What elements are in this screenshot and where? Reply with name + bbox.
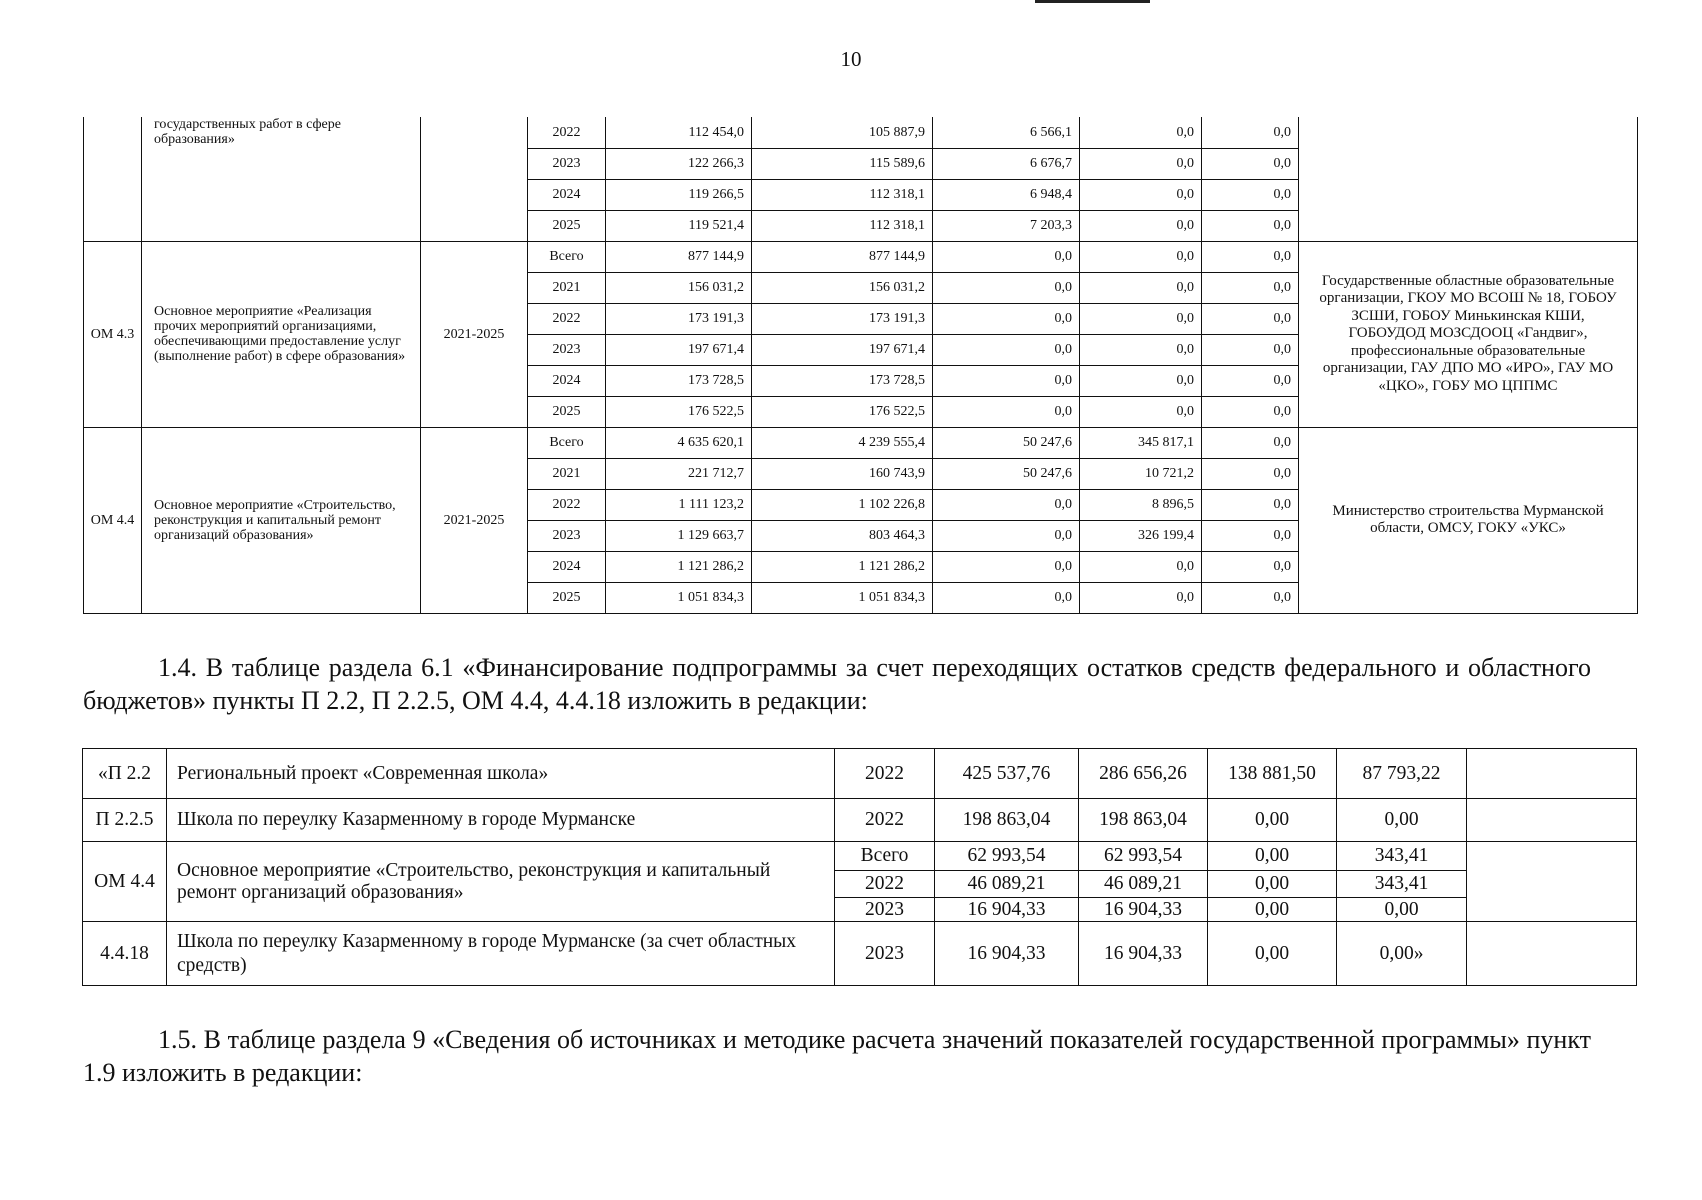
name-cell: Основное мероприятие «Строительство, реконструкция и капитальный ремонт организаций образования» (167, 842, 835, 922)
value-cell: 0,0 (1080, 396, 1202, 427)
total-cell: 156 031,2 (606, 272, 752, 303)
empty-cell (1467, 842, 1637, 922)
value-cell: 138 881,50 (1208, 749, 1337, 799)
value-cell: 16 904,33 (935, 898, 1079, 922)
empty-cell (1467, 799, 1637, 842)
om43-name-cell: Основное мероприятие «Реализация прочих мероприятий организациями, обеспечивающими предоставление услуг (выполнение работ) в сфере образования» (142, 241, 421, 427)
value-cell: 326 199,4 (1080, 520, 1202, 551)
value-cell: 0,0 (1202, 427, 1299, 458)
value-cell: 0,0 (933, 396, 1080, 427)
value-cell: 1 102 226,8 (752, 489, 933, 520)
table-row (84, 427, 1638, 458)
year-cell: 2024 (528, 179, 606, 210)
empty-cell (1467, 749, 1637, 799)
total-cell: 173 728,5 (606, 365, 752, 396)
value-cell: 0,0 (1080, 365, 1202, 396)
value-cell: 0,0 (933, 241, 1080, 272)
value-cell: 10 721,2 (1080, 458, 1202, 489)
total-cell: 877 144,9 (606, 241, 752, 272)
page-number: 10 (840, 47, 862, 71)
value-cell: 0,0 (1202, 210, 1299, 241)
value-cell: 62 993,54 (1079, 842, 1208, 871)
value-cell: 197 671,4 (752, 334, 933, 365)
name-cell: Школа по переулку Казарменному в городе Мурманске (167, 799, 835, 842)
year-cell: 2023 (528, 520, 606, 551)
value-cell: 0,00 (1337, 898, 1467, 922)
total-cell: 112 454,0 (606, 117, 752, 148)
value-cell: 0,0 (1202, 489, 1299, 520)
year-cell: 2024 (528, 551, 606, 582)
value-cell: 62 993,54 (935, 842, 1079, 871)
value-cell: 343,41 (1337, 871, 1467, 898)
transitional-balances-table (82, 748, 1637, 986)
year-cell: 2022 (835, 749, 935, 799)
value-cell: 0,0 (1080, 117, 1202, 148)
value-cell: 345 817,1 (1080, 427, 1202, 458)
value-cell: 0,0 (1202, 520, 1299, 551)
om43-code-cell: ОМ 4.3 (84, 241, 142, 427)
year-cell: Всего (528, 241, 606, 272)
value-cell: 8 896,5 (1080, 489, 1202, 520)
value-cell: 7 203,3 (933, 210, 1080, 241)
value-cell: 877 144,9 (752, 241, 933, 272)
code-cell: 4.4.18 (83, 922, 167, 986)
value-cell: 343,41 (1337, 842, 1467, 871)
year-cell: 2021 (528, 458, 606, 489)
total-cell: 1 129 663,7 (606, 520, 752, 551)
table-row (83, 922, 1637, 986)
cont-executor-cell (1299, 117, 1638, 241)
year-cell: Всего (835, 842, 935, 871)
value-cell: 0,0 (933, 489, 1080, 520)
value-cell: 0,0 (1202, 365, 1299, 396)
total-cell: 1 121 286,2 (606, 551, 752, 582)
value-cell: 0,00 (1208, 922, 1337, 986)
total-cell: 1 051 834,3 (606, 582, 752, 613)
name-cell: Региональный проект «Современная школа» (167, 749, 835, 799)
cont-code-cell (84, 117, 142, 241)
value-cell: 0,00 (1208, 871, 1337, 898)
year-cell: 2022 (835, 871, 935, 898)
total-cell: 119 266,5 (606, 179, 752, 210)
value-cell: 0,0 (1080, 334, 1202, 365)
om44-name-cell: Основное мероприятие «Строительство, реконструкция и капитальный ремонт организаций образования» (142, 427, 421, 613)
year-cell: 2023 (528, 148, 606, 179)
value-cell: 0,0 (1202, 551, 1299, 582)
year-cell: 2022 (528, 117, 606, 148)
value-cell: 112 318,1 (752, 210, 933, 241)
om44-period-cell: 2021-2025 (421, 427, 528, 613)
value-cell: 0,0 (933, 520, 1080, 551)
total-cell: 221 712,7 (606, 458, 752, 489)
value-cell: 0,0 (1080, 210, 1202, 241)
value-cell: 173 728,5 (752, 365, 933, 396)
value-cell: 0,00 (1208, 842, 1337, 871)
value-cell: 173 191,3 (752, 303, 933, 334)
year-cell: Всего (528, 427, 606, 458)
year-cell: 2025 (528, 210, 606, 241)
year-cell: 2024 (528, 365, 606, 396)
year-cell: 2021 (528, 272, 606, 303)
value-cell: 0,0 (1080, 272, 1202, 303)
value-cell: 115 589,6 (752, 148, 933, 179)
value-cell: 0,0 (1202, 582, 1299, 613)
empty-cell (1467, 922, 1637, 986)
value-cell: 198 863,04 (1079, 799, 1208, 842)
value-cell: 0,00 (1208, 799, 1337, 842)
value-cell: 0,0 (1080, 303, 1202, 334)
value-cell: 160 743,9 (752, 458, 933, 489)
table-row (83, 749, 1637, 799)
value-cell: 0,0 (1202, 303, 1299, 334)
year-cell: 2023 (835, 898, 935, 922)
value-cell: 0,0 (1202, 396, 1299, 427)
value-cell: 105 887,9 (752, 117, 933, 148)
table-row (83, 799, 1637, 842)
value-cell: 0,0 (933, 303, 1080, 334)
value-cell: 286 656,26 (1079, 749, 1208, 799)
value-cell: 50 247,6 (933, 427, 1080, 458)
code-cell: ОМ 4.4 (83, 842, 167, 922)
year-cell: 2023 (528, 334, 606, 365)
cont-name-cell: государственных работ в сфере образования» (142, 117, 421, 241)
total-cell: 119 521,4 (606, 210, 752, 241)
value-cell: 1 121 286,2 (752, 551, 933, 582)
om43-executor-cell: Государственные областные образовательные организации, ГКОУ МО ВСОШ № 18, ГОБОУ ЗСШИ, ГОБОУ Минькинская КШИ, ГОБОУДОД МОЗСДООЦ «Гандвиг», профессиональные образовательные организации, ГАУ ДПО МО «ИРО», ГАУ МО «ЦКО», ГОБУ МО ЦППМС (1299, 241, 1638, 427)
value-cell: 0,0 (933, 551, 1080, 582)
value-cell: 0,0 (1080, 582, 1202, 613)
value-cell: 112 318,1 (752, 179, 933, 210)
financing-table-continued (83, 117, 1638, 614)
value-cell: 16 904,33 (1079, 898, 1208, 922)
paragraph-1-5: 1.5. В таблице раздела 9 «Сведения об источниках и методике расчета значений показателей государственной программы» пункт 1.9 изложить в редакции: (83, 1025, 1591, 1087)
value-cell: 0,0 (1202, 334, 1299, 365)
year-cell: 2022 (835, 799, 935, 842)
total-cell: 176 522,5 (606, 396, 752, 427)
om44-executor-cell: Министерство строительства Мурманской области, ОМСУ, ГОКУ «УКС» (1299, 427, 1638, 613)
value-cell: 176 522,5 (752, 396, 933, 427)
value-cell: 0,0 (933, 334, 1080, 365)
value-cell: 16 904,33 (1079, 922, 1208, 986)
value-cell: 4 239 555,4 (752, 427, 933, 458)
value-cell: 0,00» (1337, 922, 1467, 986)
value-cell: 0,00 (1337, 799, 1467, 842)
code-cell: «П 2.2 (83, 749, 167, 799)
year-cell: 2025 (528, 396, 606, 427)
code-cell: П 2.2.5 (83, 799, 167, 842)
value-cell: 0,0 (933, 582, 1080, 613)
year-cell: 2022 (528, 303, 606, 334)
value-cell: 0,0 (1080, 179, 1202, 210)
year-cell: 2025 (528, 582, 606, 613)
value-cell: 50 247,6 (933, 458, 1080, 489)
total-cell: 173 191,3 (606, 303, 752, 334)
total-cell: 122 266,3 (606, 148, 752, 179)
value-cell: 6 676,7 (933, 148, 1080, 179)
value-cell: 0,0 (933, 272, 1080, 303)
value-cell: 0,0 (1080, 551, 1202, 582)
value-cell: 803 464,3 (752, 520, 933, 551)
value-cell: 0,0 (1080, 241, 1202, 272)
value-cell: 0,0 (1202, 148, 1299, 179)
year-cell: 2023 (835, 922, 935, 986)
value-cell: 87 793,22 (1337, 749, 1467, 799)
value-cell: 0,0 (1202, 272, 1299, 303)
value-cell: 0,0 (1080, 148, 1202, 179)
value-cell: 0,0 (1202, 458, 1299, 489)
value-cell: 0,0 (1202, 179, 1299, 210)
value-cell: 1 051 834,3 (752, 582, 933, 613)
value-cell: 46 089,21 (935, 871, 1079, 898)
value-cell: 425 537,76 (935, 749, 1079, 799)
value-cell: 16 904,33 (935, 922, 1079, 986)
table-row (84, 117, 1638, 148)
value-cell: 198 863,04 (935, 799, 1079, 842)
value-cell: 6 948,4 (933, 179, 1080, 210)
om43-period-cell: 2021-2025 (421, 241, 528, 427)
value-cell: 0,0 (1202, 241, 1299, 272)
value-cell: 156 031,2 (752, 272, 933, 303)
value-cell: 46 089,21 (1079, 871, 1208, 898)
year-cell: 2022 (528, 489, 606, 520)
value-cell: 0,00 (1208, 898, 1337, 922)
name-cell: Школа по переулку Казарменному в городе Мурманске (за счет областных средств) (167, 922, 835, 986)
om44-code-cell: ОМ 4.4 (84, 427, 142, 613)
total-cell: 1 111 123,2 (606, 489, 752, 520)
total-cell: 4 635 620,1 (606, 427, 752, 458)
value-cell: 0,0 (933, 365, 1080, 396)
total-cell: 197 671,4 (606, 334, 752, 365)
table-row (84, 241, 1638, 272)
paragraph-1-4: 1.4. В таблице раздела 6.1 «Финансирование подпрограммы за счет переходящих остатков средств федерального и областного бюджетов» пункты П 2.2, П 2.2.5, ОМ 4.4, 4.4.18 изложить в редакции: (83, 653, 1591, 715)
top-rule (1035, 0, 1150, 3)
value-cell: 6 566,1 (933, 117, 1080, 148)
value-cell: 0,0 (1202, 117, 1299, 148)
cont-period-cell (421, 117, 528, 241)
table-row (83, 842, 1637, 871)
